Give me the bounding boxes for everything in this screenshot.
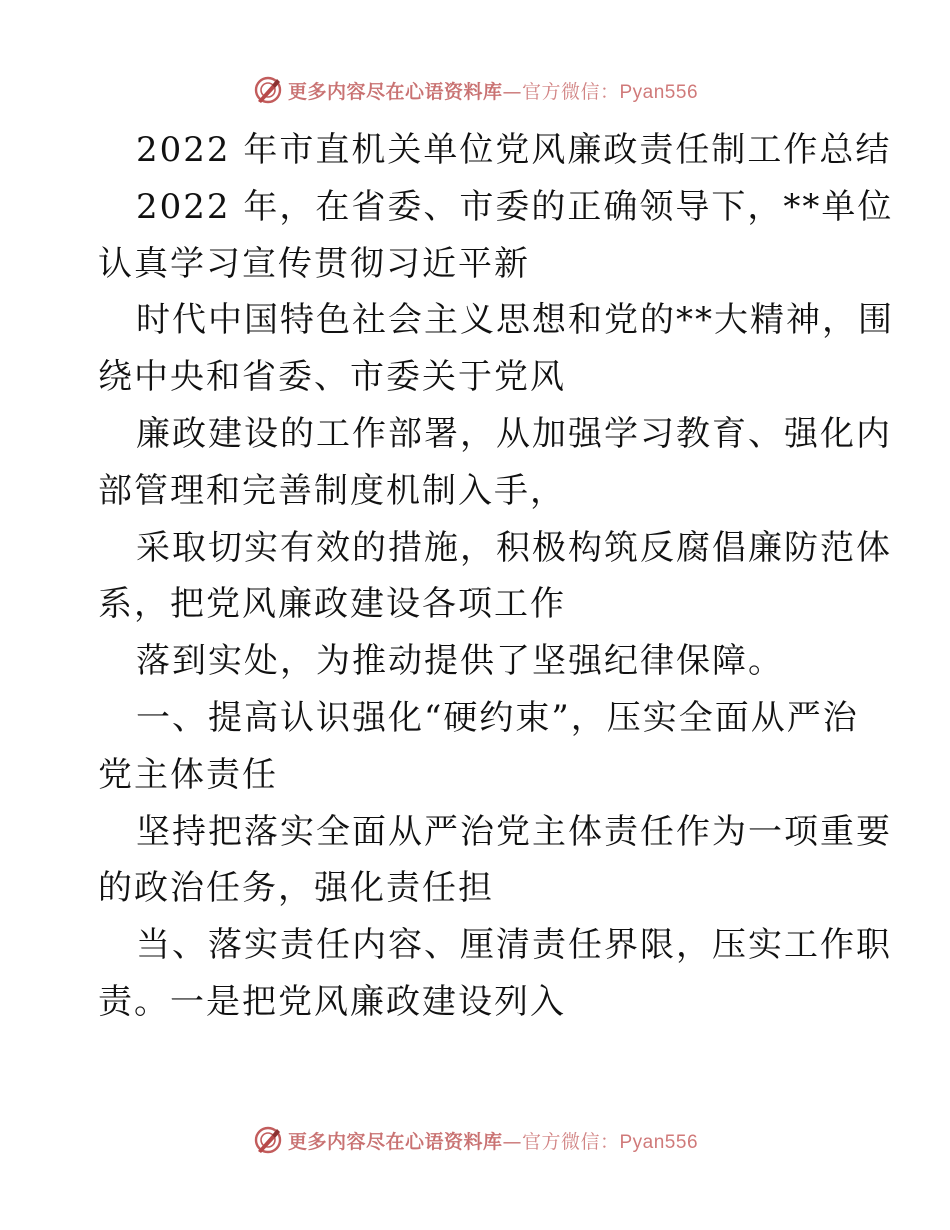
footer-banner-text: [288, 1127, 698, 1154]
header-banner: [0, 72, 950, 108]
paragraph-line: 2022 年，在省委、市委的正确领导下，**单位: [136, 186, 894, 227]
paragraph-line: 的政治任务，强化责任担: [98, 868, 494, 909]
paragraph-line: 部管理和完善制度机制入手，: [98, 470, 566, 511]
footer-banner-wechat-id: Pyan556: [619, 1131, 699, 1153]
paragraph-line: 落到实处，为推动提供了坚强纪律保障。: [136, 641, 784, 682]
header-banner-wechat-id: Pyan556: [619, 81, 699, 103]
header-banner-dash: —: [502, 80, 522, 103]
paragraph-line: 绕中央和省委、市委关于党风: [98, 357, 566, 398]
footer-banner-wechat-label: 官方微信：: [521, 1130, 620, 1153]
pen-logo-icon: [252, 74, 284, 106]
section-heading-cont: 党主体责任: [98, 754, 278, 795]
footer-banner: [0, 1122, 950, 1158]
pen-logo-icon: [252, 1124, 284, 1156]
paragraph-line: 时代中国特色社会主义思想和党的**大精神，围: [136, 300, 894, 341]
paragraph-line: 认真学习宣传贯彻习近平新: [98, 243, 530, 284]
paragraph-line: 采取切实有效的措施，积极构筑反腐倡廉防范体: [136, 527, 892, 568]
paragraph-line: 坚持把落实全面从严治党主体责任作为一项重要: [136, 811, 892, 852]
paragraph-line: 责。一是把党风廉政建设列入: [98, 981, 566, 1022]
document-title: 2022 年市直机关单位党风廉政责任制工作总结: [136, 130, 892, 170]
header-banner-text: [288, 77, 698, 104]
section-heading: 一、提高认识强化“硬约束”，压实全面从严治: [136, 697, 859, 738]
document-body: [98, 122, 894, 1031]
footer-banner-title: 更多内容尽在心语资料库: [287, 1130, 503, 1153]
footer-banner-dash: —: [502, 1130, 522, 1153]
header-banner-title: 更多内容尽在心语资料库: [287, 80, 503, 103]
paragraph-line: 廉政建设的工作部署，从加强学习教育、强化内: [136, 413, 892, 454]
header-banner-wechat-label: 官方微信：: [521, 80, 620, 103]
paragraph-line: 系，把党风廉政建设各项工作: [98, 584, 566, 625]
paragraph-line: 当、落实责任内容、厘清责任界限，压实工作职: [136, 925, 892, 966]
